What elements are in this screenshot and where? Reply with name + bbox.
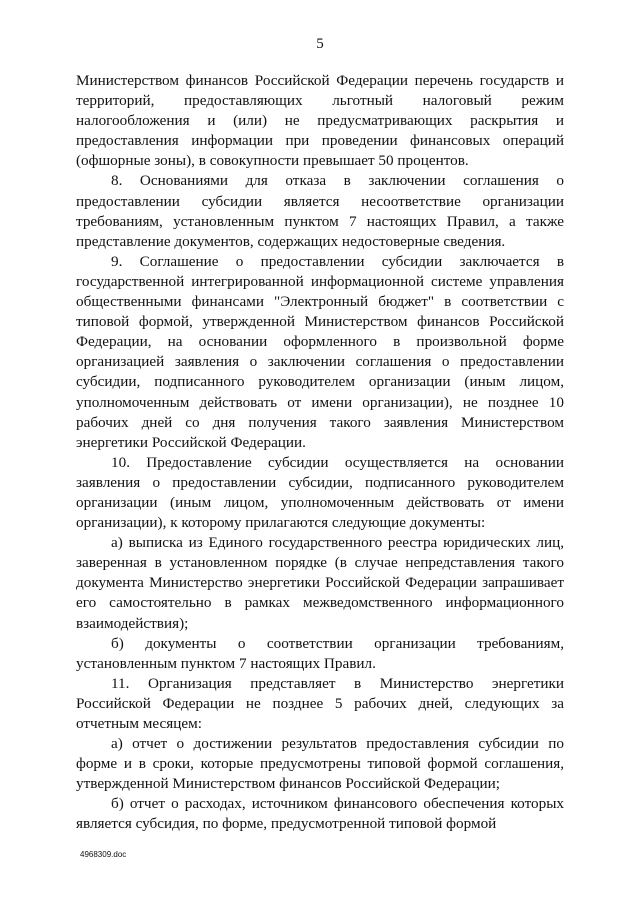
- paragraph-item-10: 10. Предоставление субсидии осуществляется на основании заявления о предоставлении субсидии, подписанного руководителем организации (иным лицом, уполномоченным действовать от имени организации), к которому прилагаются следующие документы:: [76, 453, 564, 532]
- document-body: [76, 71, 564, 835]
- paragraph-item-11b: б) отчет о расходах, источником финансового обеспечения которых является субсидия, по форме, предусмотренной типовой формой: [76, 795, 564, 833]
- document-file-id: 4968309.doc: [80, 850, 127, 859]
- paragraph-item-10b: б) документы о соответствии организации требованиям, установленным пунктом 7 настоящих Правил.: [76, 634, 564, 672]
- paragraph-continuation: Министерством финансов Российской Федерации перечень государств и территорий, предоставляющих льготный налоговый режим налогообложения и (или) не предусматривающих раскрытия и предоставления информации при проведении финансовых операций (офшорные зоны), в совокупности превышает 50 процентов.: [76, 72, 564, 170]
- paragraph-item-9: 9. Соглашение о предоставлении субсидии заключается в государственной интегрированной информационной системе управления общественными финансами "Электронный бюджет" в соответствии с типовой формой, утвержденной Министерством финансов Российской Федерации, на основании оформленного в произвольной форме организацией заявления о заключении соглашения о предоставлении субсидии, подписанного руководителем организации (иным лицом, уполномоченным действовать от имени организации), не позднее 10 рабочих дней со дня получения такого заявления Министерством энергетики Российской Федерации.: [76, 252, 564, 451]
- page-number: 5: [316, 36, 324, 52]
- paragraph-item-11a: а) отчет о достижении результатов предоставления субсидии по форме и в сроки, которые предусмотрены типовой формой соглашения, утвержденной Министерством финансов Российской Федерации;: [76, 735, 564, 793]
- paragraph-item-10a: а) выписка из Единого государственного реестра юридических лиц, заверенная в установленном порядке (в случае непредставления такого документа Министерство энергетики Российской Федерации запрашивает его самостоятельно в рамках межведомственного информационного взаимодействия);: [76, 534, 564, 632]
- paragraph-item-8: 8. Основаниями для отказа в заключении соглашения о предоставлении субсидии является несоответствие организации требованиям, установленным пунктом 7 настоящих Правил, а также представление документов, содержащих недостоверные сведения.: [76, 172, 564, 250]
- paragraph-item-11: 11. Организация представляет в Министерство энергетики Российской Федерации не позднее 5 рабочих дней, следующих за отчетным месяцем:: [76, 674, 564, 732]
